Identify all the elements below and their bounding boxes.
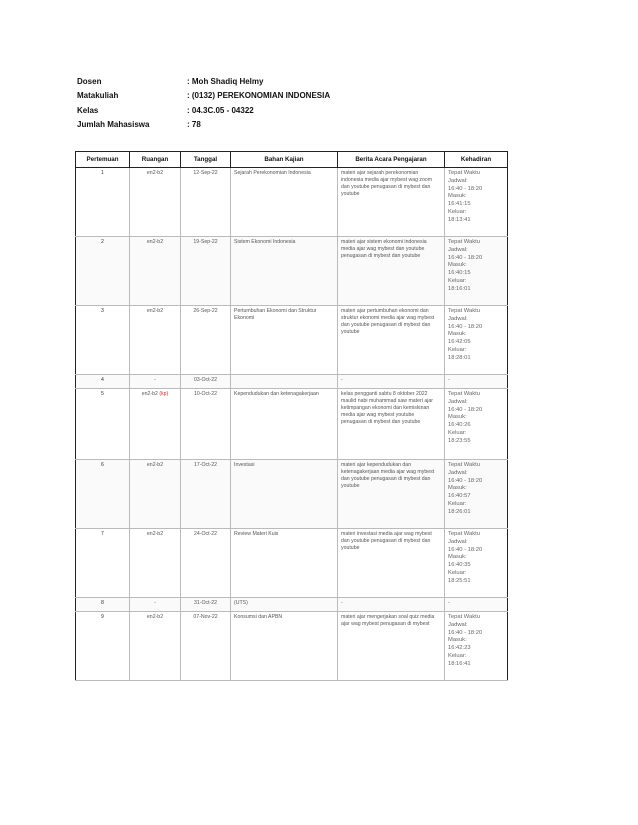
info-label: Matakuliah — [77, 91, 119, 101]
minutes-cell: - — [338, 598, 445, 612]
attendance-line: Masuk: — [448, 414, 467, 421]
meeting-date: 17-Oct-22 — [181, 460, 231, 529]
info-label: Jumlah Mahasiswa — [77, 120, 150, 130]
attendance-line: 16:40:15 — [448, 270, 471, 277]
minutes-cell: kelas pengganti sabtu 8 oktober 2022 maulid nabi muhammad saw materi ajar ketimpangan ekonomi dan kemiskinan media ajar wag mybest youtube penugasan di mybest dan youtube — [338, 389, 445, 460]
meeting-number: 8 — [76, 598, 130, 612]
room-code: en2-b2 — [146, 239, 164, 245]
meeting-number: 1 — [76, 168, 130, 237]
minutes-cell: materi ajar sistem ekonomi indonesia media ajar wag mybest dan youtube penugasan di mybest dan youtube — [338, 237, 445, 306]
topic-cell: Kependudukan dan ketenagakerjaan — [231, 389, 338, 460]
attendance-cell — [445, 529, 508, 598]
attendance-line: 16:40 - 18:20 — [448, 323, 483, 330]
attendance-line: 16:40:57 — [448, 493, 471, 500]
replacement-class-tag: (kp) — [159, 391, 169, 397]
attendance-cell — [445, 598, 508, 612]
attendance-table — [75, 151, 508, 681]
attendance-line: 18:16:01 — [448, 285, 471, 292]
attendance-cell — [445, 389, 508, 460]
topic-cell: Investasi — [231, 460, 338, 529]
minutes-cell: materi ajar kependudukan dan ketenagakerjaan media ajar wag mybest dan youtube penugasan di mybest dan youtube — [338, 460, 445, 529]
attendance-cell — [445, 460, 508, 529]
attendance-cell — [445, 375, 508, 389]
meeting-number: 5 — [76, 389, 130, 460]
minutes-cell: materi ajar pertumbuhan ekonomi dan struktur ekonomi media ajar wag mybest dan youtube penugasan di mybest dan youtube — [338, 306, 445, 375]
room-cell — [130, 598, 181, 612]
attendance-line: 18:23:55 — [448, 437, 471, 444]
table-row — [76, 306, 508, 375]
attendance-line: Masuk: — [448, 193, 467, 200]
meeting-date: 31-Oct-22 — [181, 598, 231, 612]
attendance-line: Tepat Waktu — [448, 170, 481, 176]
table-row — [76, 375, 508, 389]
attendance-line: 16:40 - 18:20 — [448, 254, 483, 261]
column-header-room: Ruangan — [130, 152, 181, 168]
attendance-line: 18:26:01 — [448, 508, 471, 515]
meeting-number: 7 — [76, 529, 130, 598]
attendance-line: 16:42:05 — [448, 339, 471, 346]
attendance-line: 18:25:51 — [448, 577, 471, 584]
info-value: : 78 — [187, 120, 201, 130]
attendance-line: Keluar: — [448, 501, 467, 508]
attendance-line: 16:40 - 18:20 — [448, 546, 483, 553]
column-header-date: Tanggal — [181, 152, 231, 168]
attendance-line: 16:40 - 18:20 — [448, 477, 483, 484]
attendance-cell — [445, 237, 508, 306]
room-code: en2-b2 — [146, 531, 164, 537]
room-code: en2-b2 — [146, 462, 164, 468]
info-row-lecturer — [77, 74, 330, 89]
meeting-date: 12-Sep-22 — [181, 168, 231, 237]
table-row — [76, 612, 508, 681]
attendance-line: Jadwal: — [448, 177, 468, 184]
meeting-date: 19-Sep-22 — [181, 237, 231, 306]
room-cell — [130, 460, 181, 529]
meeting-number: 4 — [76, 375, 130, 389]
attendance-line: Keluar: — [448, 347, 467, 354]
attendance-cell — [445, 306, 508, 375]
minutes-cell: materi ajar sejarah perekonomian indonesia media ajar mybest wag zoom dan youtube penugasan di mybest dan youtube — [338, 168, 445, 237]
attendance-line: Keluar: — [448, 430, 467, 437]
minutes-cell: materi ajar mengerjakan soal quiz media ajar wag mybest penugasan di mybest — [338, 612, 445, 681]
room-cell — [130, 612, 181, 681]
table-row — [76, 168, 508, 237]
attendance-line: Jadwal: — [448, 469, 468, 476]
topic-cell: (UTS) — [231, 598, 338, 612]
attendance-cell — [445, 612, 508, 681]
attendance-line: Jadwal: — [448, 246, 468, 253]
attendance-line: Tepat Waktu — [448, 308, 481, 314]
attendance-line: Jadwal: — [448, 315, 468, 322]
room-cell — [130, 306, 181, 375]
attendance-line: Keluar: — [448, 278, 467, 285]
room-code: en2-b2 — [146, 614, 164, 620]
attendance-line: 16:42:23 — [448, 645, 471, 652]
room-code: - — [154, 377, 156, 383]
topic-cell: Konsumsi dan APBN — [231, 612, 338, 681]
room-cell — [130, 168, 181, 237]
meeting-date: 26-Sep-22 — [181, 306, 231, 375]
attendance-line: 16:40 - 18:20 — [448, 406, 483, 413]
info-value: : Moh Shadiq Helmy — [187, 76, 264, 86]
meeting-number: 6 — [76, 460, 130, 529]
room-cell — [130, 529, 181, 598]
table-row — [76, 598, 508, 612]
attendance-line: 16:41:15 — [448, 201, 471, 208]
meeting-date: 24-Oct-22 — [181, 529, 231, 598]
attendance-line: 18:16:41 — [448, 660, 471, 667]
info-row-students — [77, 118, 330, 133]
attendance-line: Jadwal: — [448, 621, 468, 628]
meeting-date: 10-Oct-22 — [181, 389, 231, 460]
attendance-line: Jadwal: — [448, 398, 468, 405]
attendance-line: Masuk: — [448, 331, 467, 338]
attendance-line: Tepat Waktu — [448, 391, 481, 397]
topic-cell: Pertumbuhan Ekonomi dan Struktur Ekonomi — [231, 306, 338, 375]
table-row — [76, 529, 508, 598]
attendance-line: 16:40:26 — [448, 422, 471, 429]
room-cell — [130, 237, 181, 306]
table-row — [76, 389, 508, 460]
minutes-cell: - — [338, 375, 445, 389]
attendance-line: Masuk: — [448, 262, 467, 269]
meeting-number: 2 — [76, 237, 130, 306]
topic-cell: Sejarah Perekonomian Indonesia — [231, 168, 338, 237]
room-code: en2-b2 — [141, 391, 158, 397]
meeting-date: 03-Oct-22 — [181, 375, 231, 389]
attendance-line: 16:40:35 — [448, 562, 471, 569]
minutes-cell: materi investasi media ajar wag mybest dan youtube penugasan di mybest dan youtube — [338, 529, 445, 598]
attendance-line: Masuk: — [448, 637, 467, 644]
table-row — [76, 460, 508, 529]
attendance-line: Jadwal: — [448, 538, 468, 545]
info-row-class — [77, 103, 330, 118]
column-header-meeting: Pertemuan — [76, 152, 130, 168]
topic-cell: Review Materi Kuis — [231, 529, 338, 598]
attendance-line: - — [448, 600, 450, 606]
table-header-row — [76, 152, 508, 168]
lecturer-info — [77, 74, 330, 132]
column-header-attendance: Kehadiran — [445, 152, 508, 168]
attendance-line: Keluar: — [448, 653, 467, 660]
topic-cell — [231, 375, 338, 389]
attendance-line: Masuk: — [448, 554, 467, 561]
info-value: : (0132) PEREKONOMIAN INDONESIA — [187, 91, 331, 101]
info-label: Dosen — [77, 76, 102, 86]
attendance-line: Tepat Waktu — [448, 531, 481, 537]
room-cell — [130, 389, 181, 460]
attendance-line: Tepat Waktu — [448, 462, 481, 468]
attendance-cell — [445, 168, 508, 237]
attendance-line: Tepat Waktu — [448, 239, 481, 245]
attendance-line: 16:40 - 18:20 — [448, 185, 483, 192]
attendance-line: 18:13:41 — [448, 216, 471, 223]
info-row-course — [77, 89, 330, 104]
meeting-number: 3 — [76, 306, 130, 375]
room-code: - — [154, 600, 156, 606]
room-code: en2-b2 — [146, 170, 164, 176]
attendance-line: 18:28:01 — [448, 354, 471, 361]
room-cell — [130, 375, 181, 389]
topic-cell: Sistem Ekonomi Indonesia — [231, 237, 338, 306]
attendance-line: 16:40 - 18:20 — [448, 629, 483, 636]
column-header-topic: Bahan Kajian — [231, 152, 338, 168]
room-code: en2-b2 — [146, 308, 164, 314]
meeting-date: 07-Nov-22 — [181, 612, 231, 681]
attendance-line: Tepat Waktu — [448, 614, 481, 620]
attendance-line: - — [448, 377, 450, 383]
attendance-line: Keluar: — [448, 570, 467, 577]
attendance-line: Keluar: — [448, 209, 467, 216]
attendance-line: Masuk: — [448, 485, 467, 492]
info-label: Kelas — [77, 105, 99, 115]
info-value: : 04.3C.05 - 04322 — [187, 105, 254, 115]
meeting-number: 9 — [76, 612, 130, 681]
table-row — [76, 237, 508, 306]
column-header-minutes: Berita Acara Pengajaran — [338, 152, 445, 168]
